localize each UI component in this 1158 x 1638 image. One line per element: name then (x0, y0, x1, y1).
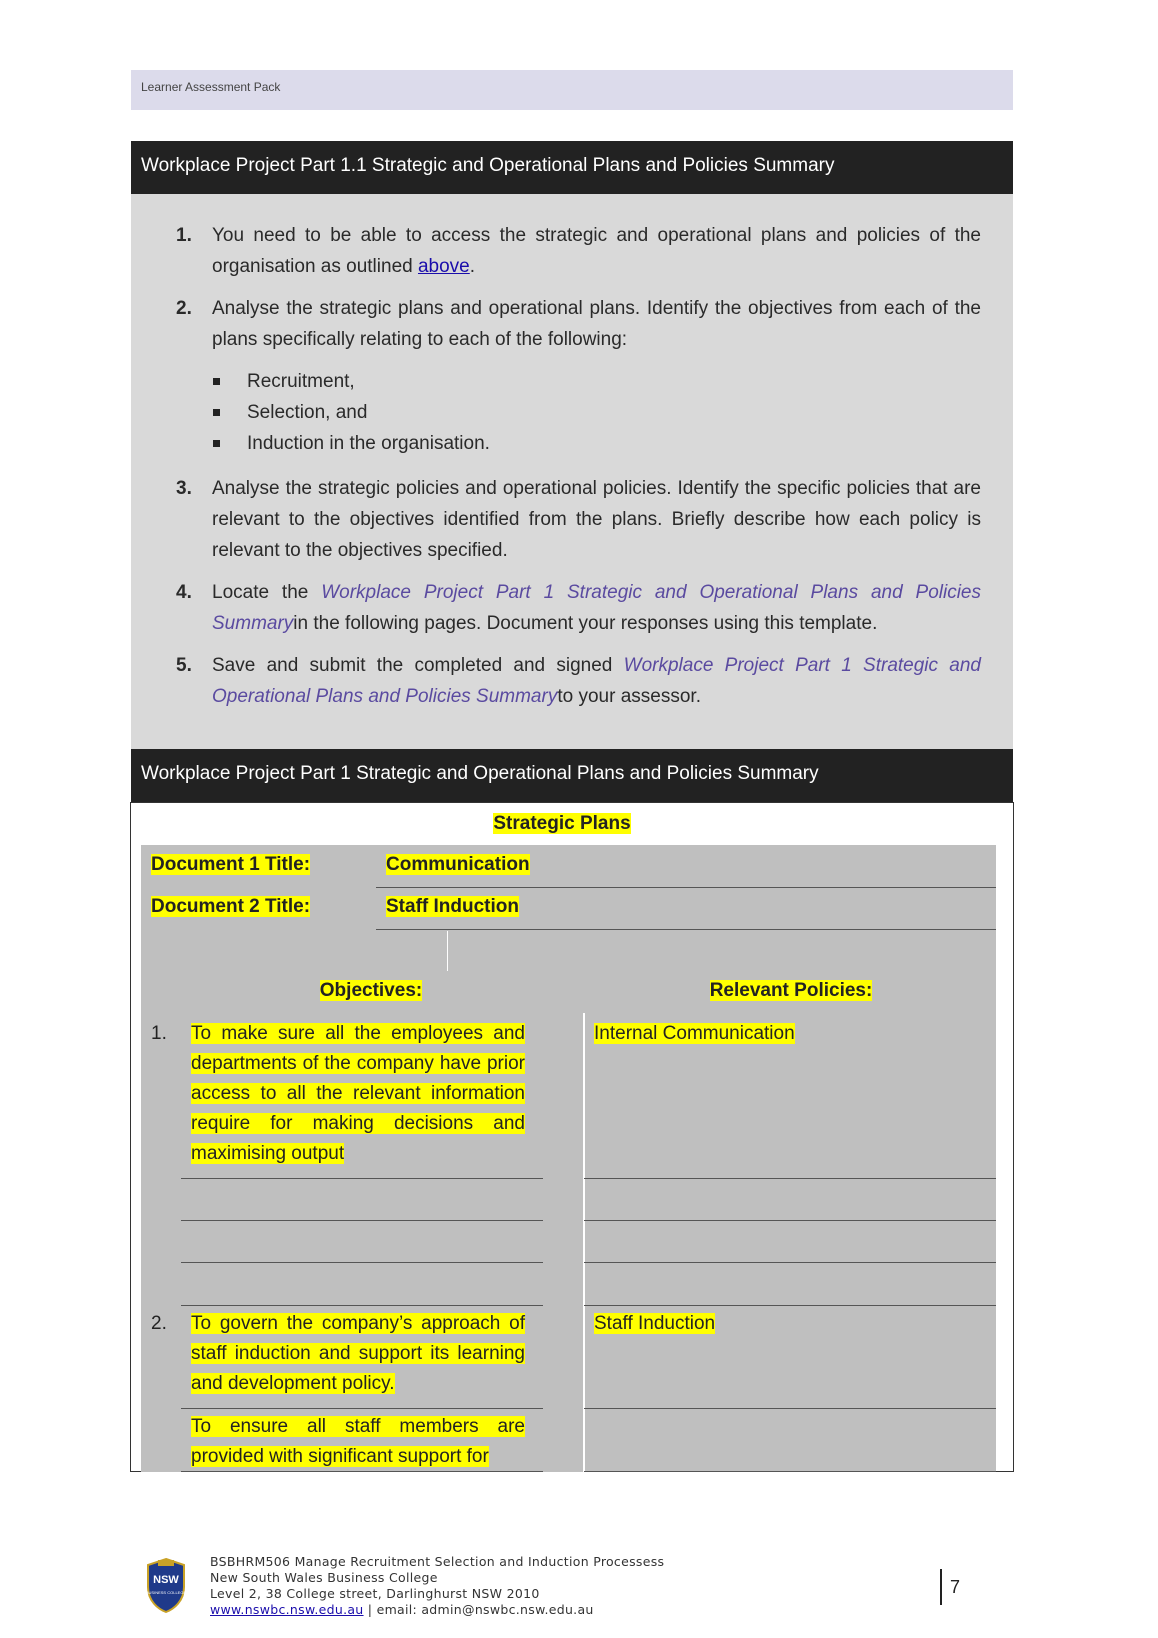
footer-address: Level 2, 38 College street, Darlinghurst NSW 2010 (210, 1586, 540, 1601)
policy-cell[interactable]: Staff Induction (594, 1313, 716, 1334)
instruction-number: 4. (176, 582, 192, 603)
template-name: Workplace Project Part 1 Strategic and Operational Plans and Policies Summary (212, 655, 981, 707)
bullet-icon (213, 378, 220, 385)
instructions-panel (131, 194, 1013, 749)
instruction-item-2 (176, 293, 981, 355)
section2-title-bar (131, 749, 1013, 802)
divider (584, 1408, 996, 1409)
table-title: Strategic Plans (493, 813, 631, 834)
svg-text:NSW: NSW (153, 1574, 179, 1586)
footer-college: New South Wales Business College (210, 1570, 438, 1585)
above-link[interactable]: above (417, 256, 470, 277)
row-number: 1. (151, 1023, 167, 1044)
header-title: Learner Assessment Pack (141, 80, 281, 94)
instruction-text: You need to be able to access the strategic and operational plans and policies of the organisation as outlined (212, 225, 981, 277)
instruction-number: 5. (176, 655, 192, 676)
divider (181, 1471, 543, 1472)
section1-title: Workplace Project Part 1.1 Strategic and Operational Plans and Policies Summary (141, 155, 835, 176)
instruction-text: Analyse the strategic plans and operational plans. Identify the objectives from each of the plans specifically relating to each of the following: (212, 298, 981, 350)
divider (376, 929, 996, 930)
policies-header: Relevant Policies: (709, 980, 873, 1001)
divider (584, 1220, 996, 1221)
bullet-text: Selection, and (247, 402, 368, 423)
doc2-label: Document 2 Title: (151, 896, 311, 917)
row-number: 2. (151, 1313, 167, 1334)
divider (376, 887, 996, 888)
footer-email: | email: admin@nswbc.nsw.edu.au (363, 1602, 594, 1617)
policy-cell[interactable]: Internal Communication (594, 1023, 795, 1044)
divider (584, 1262, 996, 1263)
instruction-item-4 (176, 577, 981, 639)
divider (181, 1178, 543, 1179)
objective-cell[interactable]: To ensure all staff members are provided with significant support for (191, 1416, 525, 1467)
footer-course: BSBHRM506 Manage Recruitment Selection and Induction Processess (210, 1554, 665, 1569)
footer-website-link[interactable]: www.nswbc.nsw.edu.au (210, 1602, 364, 1617)
bullet-text: Recruitment, (247, 371, 355, 392)
section2-title: Workplace Project Part 1 Strategic and Operational Plans and Policies Summary (141, 763, 819, 784)
objectives-header: Objectives: (319, 980, 423, 1001)
bullet-item (247, 397, 367, 428)
strategic-plans-table (130, 802, 1014, 1472)
footer-info (210, 1554, 664, 1618)
objective-cell[interactable]: To govern the company’s approach of staff induction and support its learning and development policy. (191, 1313, 525, 1394)
nswbc-logo-icon (144, 1557, 188, 1613)
doc2-value[interactable]: Staff Induction (386, 896, 519, 917)
page-footer (0, 1545, 1158, 1635)
instruction-text-end: to your assessor. (557, 686, 701, 707)
page-number: 7 (940, 1569, 960, 1605)
objective-cell[interactable]: To make sure all the employees and departments of the company have prior access to all the relevant information require for making decisions and maximising output (191, 1023, 525, 1164)
instruction-text: Analyse the strategic policies and operational policies. Identify the specific policies that are relevant to the objectives identified from the plans. Briefly describe how each policy is relevant to the objectives specified. (212, 478, 981, 561)
bullet-icon (213, 409, 220, 416)
instruction-text-end: in the following pages. Document your responses using this template. (293, 613, 878, 634)
instruction-number: 3. (176, 478, 192, 499)
section1-title-bar (131, 141, 1013, 194)
bullet-icon (213, 440, 220, 447)
instruction-text-end: . (469, 256, 476, 277)
page-header (131, 70, 1013, 110)
divider (181, 1262, 543, 1263)
bullet-item (247, 366, 355, 397)
doc1-label: Document 1 Title: (151, 854, 311, 875)
instruction-number: 1. (176, 225, 192, 246)
svg-text:BUSINESS COLLEGE: BUSINESS COLLEGE (145, 1590, 187, 1595)
instruction-text: Save and submit the completed and signed (212, 655, 624, 676)
instruction-item-1 (176, 220, 981, 282)
divider (584, 1178, 996, 1179)
instruction-number: 2. (176, 298, 192, 319)
divider (447, 931, 448, 971)
doc1-value[interactable]: Communication (386, 854, 530, 875)
divider (181, 1408, 543, 1409)
bullet-text: Induction in the organisation. (247, 433, 490, 454)
column-divider (583, 1013, 585, 1473)
divider (181, 1305, 543, 1306)
template-name: Workplace Project Part 1 Strategic and Operational Plans and Policies Summary (212, 582, 981, 634)
instruction-item-3 (176, 473, 981, 566)
divider (584, 1305, 996, 1306)
instruction-item-5 (176, 650, 981, 712)
bullet-item (247, 428, 490, 459)
divider (584, 1471, 996, 1472)
divider (181, 1220, 543, 1221)
instruction-text: Locate the (212, 582, 322, 603)
